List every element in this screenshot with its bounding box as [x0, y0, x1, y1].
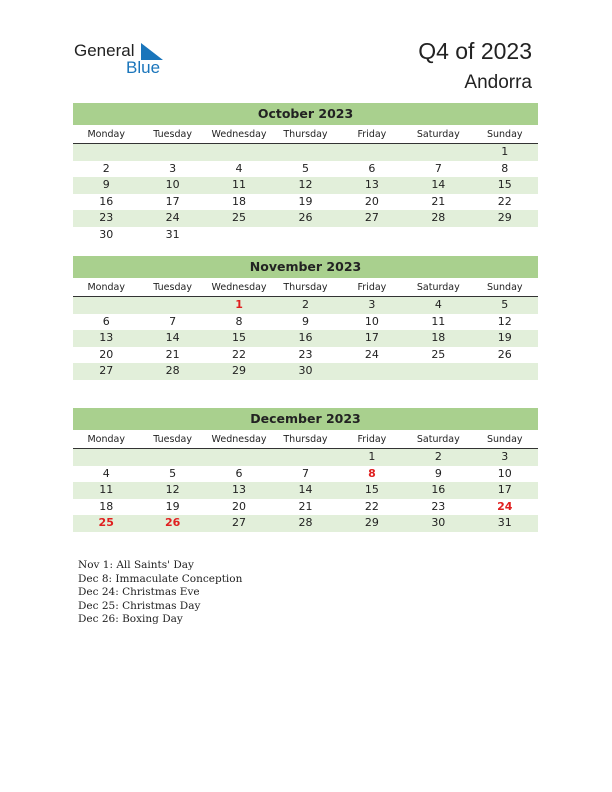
holiday-note: Nov 1: All Saints' Day	[78, 559, 194, 571]
week-row	[73, 363, 538, 380]
week-row	[73, 177, 538, 194]
week-row	[73, 449, 538, 466]
day-cell: 18	[232, 194, 247, 208]
day-cell: 20	[232, 499, 247, 513]
day-cell: 13	[364, 178, 379, 191]
day-cell: 8	[501, 161, 509, 175]
day-cell: 3	[501, 450, 509, 463]
day-cell: 15	[497, 178, 512, 191]
day-cell: 16	[99, 194, 114, 208]
holiday-date: 8	[368, 466, 376, 480]
day-cell: 19	[497, 331, 512, 344]
day-cell: 16	[298, 331, 313, 344]
day-cell: 30	[99, 227, 114, 241]
day-cell: 7	[434, 161, 442, 175]
day-cell: 3	[368, 298, 376, 311]
day-cell: 30	[298, 364, 313, 377]
day-cell: 17	[364, 331, 379, 344]
day-cell	[139, 144, 205, 161]
day-cell: 7	[169, 314, 177, 328]
day-cell: 21	[165, 347, 180, 361]
day-cell: 12	[298, 178, 313, 191]
day-cell	[206, 449, 272, 466]
week-row	[73, 227, 538, 244]
weekday-label: Tuesday	[153, 282, 192, 293]
day-cell: 8	[235, 314, 243, 328]
weekday-label: Monday	[87, 129, 125, 140]
day-cell	[139, 449, 205, 466]
logo-word-general: General	[74, 41, 135, 60]
weekday-label: Monday	[87, 282, 125, 293]
day-cell: 29	[232, 364, 247, 377]
day-cell: 21	[298, 499, 313, 513]
week-row	[73, 314, 538, 331]
week-row	[73, 482, 538, 499]
day-cell	[73, 449, 139, 466]
day-cell: 26	[497, 347, 512, 361]
day-cell: 27	[364, 211, 379, 224]
month-title: November 2023	[73, 256, 538, 278]
holiday-note: Dec 25: Christmas Day	[78, 599, 201, 612]
week-row	[73, 194, 538, 211]
day-cell: 22	[497, 194, 512, 208]
day-cell: 6	[235, 466, 243, 480]
day-cell	[206, 144, 272, 161]
weekday-label: Saturday	[416, 282, 460, 293]
holiday-notes	[78, 559, 242, 627]
weekday-label: Wednesday	[211, 282, 267, 293]
day-cell: 28	[431, 211, 446, 224]
day-cell: 5	[501, 298, 509, 311]
day-cell: 10	[165, 178, 180, 191]
holiday-date: 26	[164, 516, 181, 529]
day-cell	[472, 363, 538, 380]
day-cell: 2	[301, 298, 309, 311]
day-cell: 19	[298, 194, 313, 208]
day-cell: 10	[364, 314, 379, 328]
day-cell: 20	[99, 347, 114, 361]
holiday-date: 24	[497, 499, 513, 513]
day-cell: 4	[235, 161, 243, 175]
weekday-label: Friday	[357, 129, 387, 140]
day-cell: 12	[497, 314, 512, 328]
day-cell: 16	[431, 483, 446, 496]
day-cell: 24	[364, 347, 379, 361]
holiday-date: 1	[235, 298, 243, 311]
weekday-label: Wednesday	[211, 129, 267, 140]
weekday-label: Tuesday	[153, 129, 192, 140]
day-cell	[272, 227, 338, 244]
day-cell: 19	[165, 499, 180, 513]
weekday-label: Thursday	[283, 129, 328, 140]
day-cell: 11	[99, 483, 114, 496]
day-cell	[272, 449, 338, 466]
weekday-label: Thursday	[283, 434, 328, 445]
day-cell: 22	[364, 499, 379, 513]
page-title: Q4 of 2023	[418, 38, 532, 64]
day-cell: 23	[99, 211, 114, 224]
day-cell: 7	[301, 466, 309, 480]
day-cell: 25	[431, 347, 446, 361]
weekday-label: Wednesday	[211, 434, 267, 445]
day-cell: 14	[298, 483, 313, 496]
day-cell: 14	[165, 331, 180, 344]
month-title: October 2023	[73, 103, 538, 125]
week-row	[73, 144, 538, 161]
weekday-header	[73, 279, 538, 297]
day-cell	[73, 144, 139, 161]
day-cell: 15	[232, 331, 247, 344]
day-cell: 6	[102, 314, 110, 328]
weekday-label: Sunday	[486, 282, 523, 293]
weekday-header	[73, 126, 538, 144]
weekday-label: Saturday	[416, 129, 460, 140]
weekday-label: Thursday	[283, 282, 328, 293]
day-cell: 2	[102, 161, 110, 175]
week-row	[73, 330, 538, 347]
day-cell: 26	[298, 211, 313, 224]
day-cell: 21	[431, 194, 446, 208]
day-cell: 2	[434, 450, 442, 463]
day-cell: 11	[232, 178, 247, 191]
week-row	[73, 499, 538, 516]
day-cell: 4	[434, 298, 442, 311]
day-cell: 29	[497, 211, 512, 224]
day-cell: 6	[368, 161, 376, 175]
day-cell: 31	[497, 516, 512, 529]
weekday-label: Sunday	[486, 434, 523, 445]
week-row	[73, 347, 538, 364]
day-cell: 13	[99, 331, 114, 344]
week-row	[73, 297, 538, 314]
country-name: Andorra	[464, 72, 532, 93]
logo	[74, 41, 174, 77]
week-row	[73, 466, 538, 483]
day-cell: 9	[434, 466, 442, 480]
day-cell: 10	[497, 466, 512, 480]
day-cell: 18	[431, 331, 446, 344]
logo-word-blue: Blue	[126, 58, 161, 77]
day-cell: 5	[301, 161, 309, 175]
day-cell: 11	[431, 314, 446, 328]
day-cell: 22	[232, 347, 247, 361]
day-cell: 23	[298, 347, 313, 361]
day-cell: 9	[301, 314, 309, 328]
day-cell	[339, 144, 405, 161]
day-cell	[339, 227, 405, 244]
day-cell: 1	[368, 450, 376, 463]
day-cell	[405, 363, 471, 380]
day-cell	[206, 227, 272, 244]
month-title: December 2023	[73, 408, 538, 430]
day-cell: 20	[364, 194, 379, 208]
day-cell: 27	[99, 364, 114, 377]
day-cell: 14	[431, 178, 446, 191]
week-row	[73, 161, 538, 178]
day-cell: 28	[298, 516, 313, 529]
day-cell: 27	[232, 516, 247, 529]
day-cell	[405, 227, 471, 244]
day-cell: 12	[165, 483, 180, 496]
day-cell: 9	[102, 178, 110, 191]
day-cell	[405, 144, 471, 161]
holiday-note: Dec 24: Christmas Eve	[78, 586, 200, 598]
weekday-label: Monday	[87, 434, 125, 445]
holiday-date: 25	[98, 516, 114, 529]
day-cell: 4	[102, 466, 110, 480]
day-cell: 17	[165, 194, 180, 208]
day-cell	[339, 363, 405, 380]
day-cell: 23	[431, 499, 446, 513]
day-cell: 24	[165, 211, 180, 224]
weekday-label: Sunday	[486, 129, 523, 140]
weekday-label: Saturday	[416, 434, 460, 445]
weekday-label: Tuesday	[153, 434, 192, 445]
weekday-header	[73, 431, 538, 449]
week-row	[73, 515, 538, 532]
day-cell: 31	[165, 227, 180, 241]
weekday-label: Friday	[357, 434, 387, 445]
holiday-note: Dec 26: Boxing Day	[78, 613, 183, 625]
day-cell: 1	[501, 145, 509, 158]
day-cell: 29	[364, 516, 379, 529]
day-cell: 30	[431, 516, 446, 529]
day-cell: 17	[497, 483, 512, 496]
day-cell: 13	[232, 483, 247, 496]
day-cell	[472, 227, 538, 244]
day-cell: 18	[99, 499, 114, 513]
day-cell	[73, 297, 139, 314]
day-cell	[272, 144, 338, 161]
week-row	[73, 210, 538, 227]
day-cell: 5	[169, 466, 177, 480]
weekday-label: Friday	[357, 282, 387, 293]
day-cell: 28	[165, 364, 180, 377]
month-november	[73, 256, 538, 380]
day-cell: 25	[232, 211, 247, 224]
day-cell: 15	[364, 483, 379, 496]
month-december	[73, 408, 538, 532]
day-cell	[139, 297, 205, 314]
month-october	[73, 103, 538, 243]
day-cell: 3	[169, 161, 177, 175]
holiday-note: Dec 8: Immaculate Conception	[78, 572, 243, 585]
